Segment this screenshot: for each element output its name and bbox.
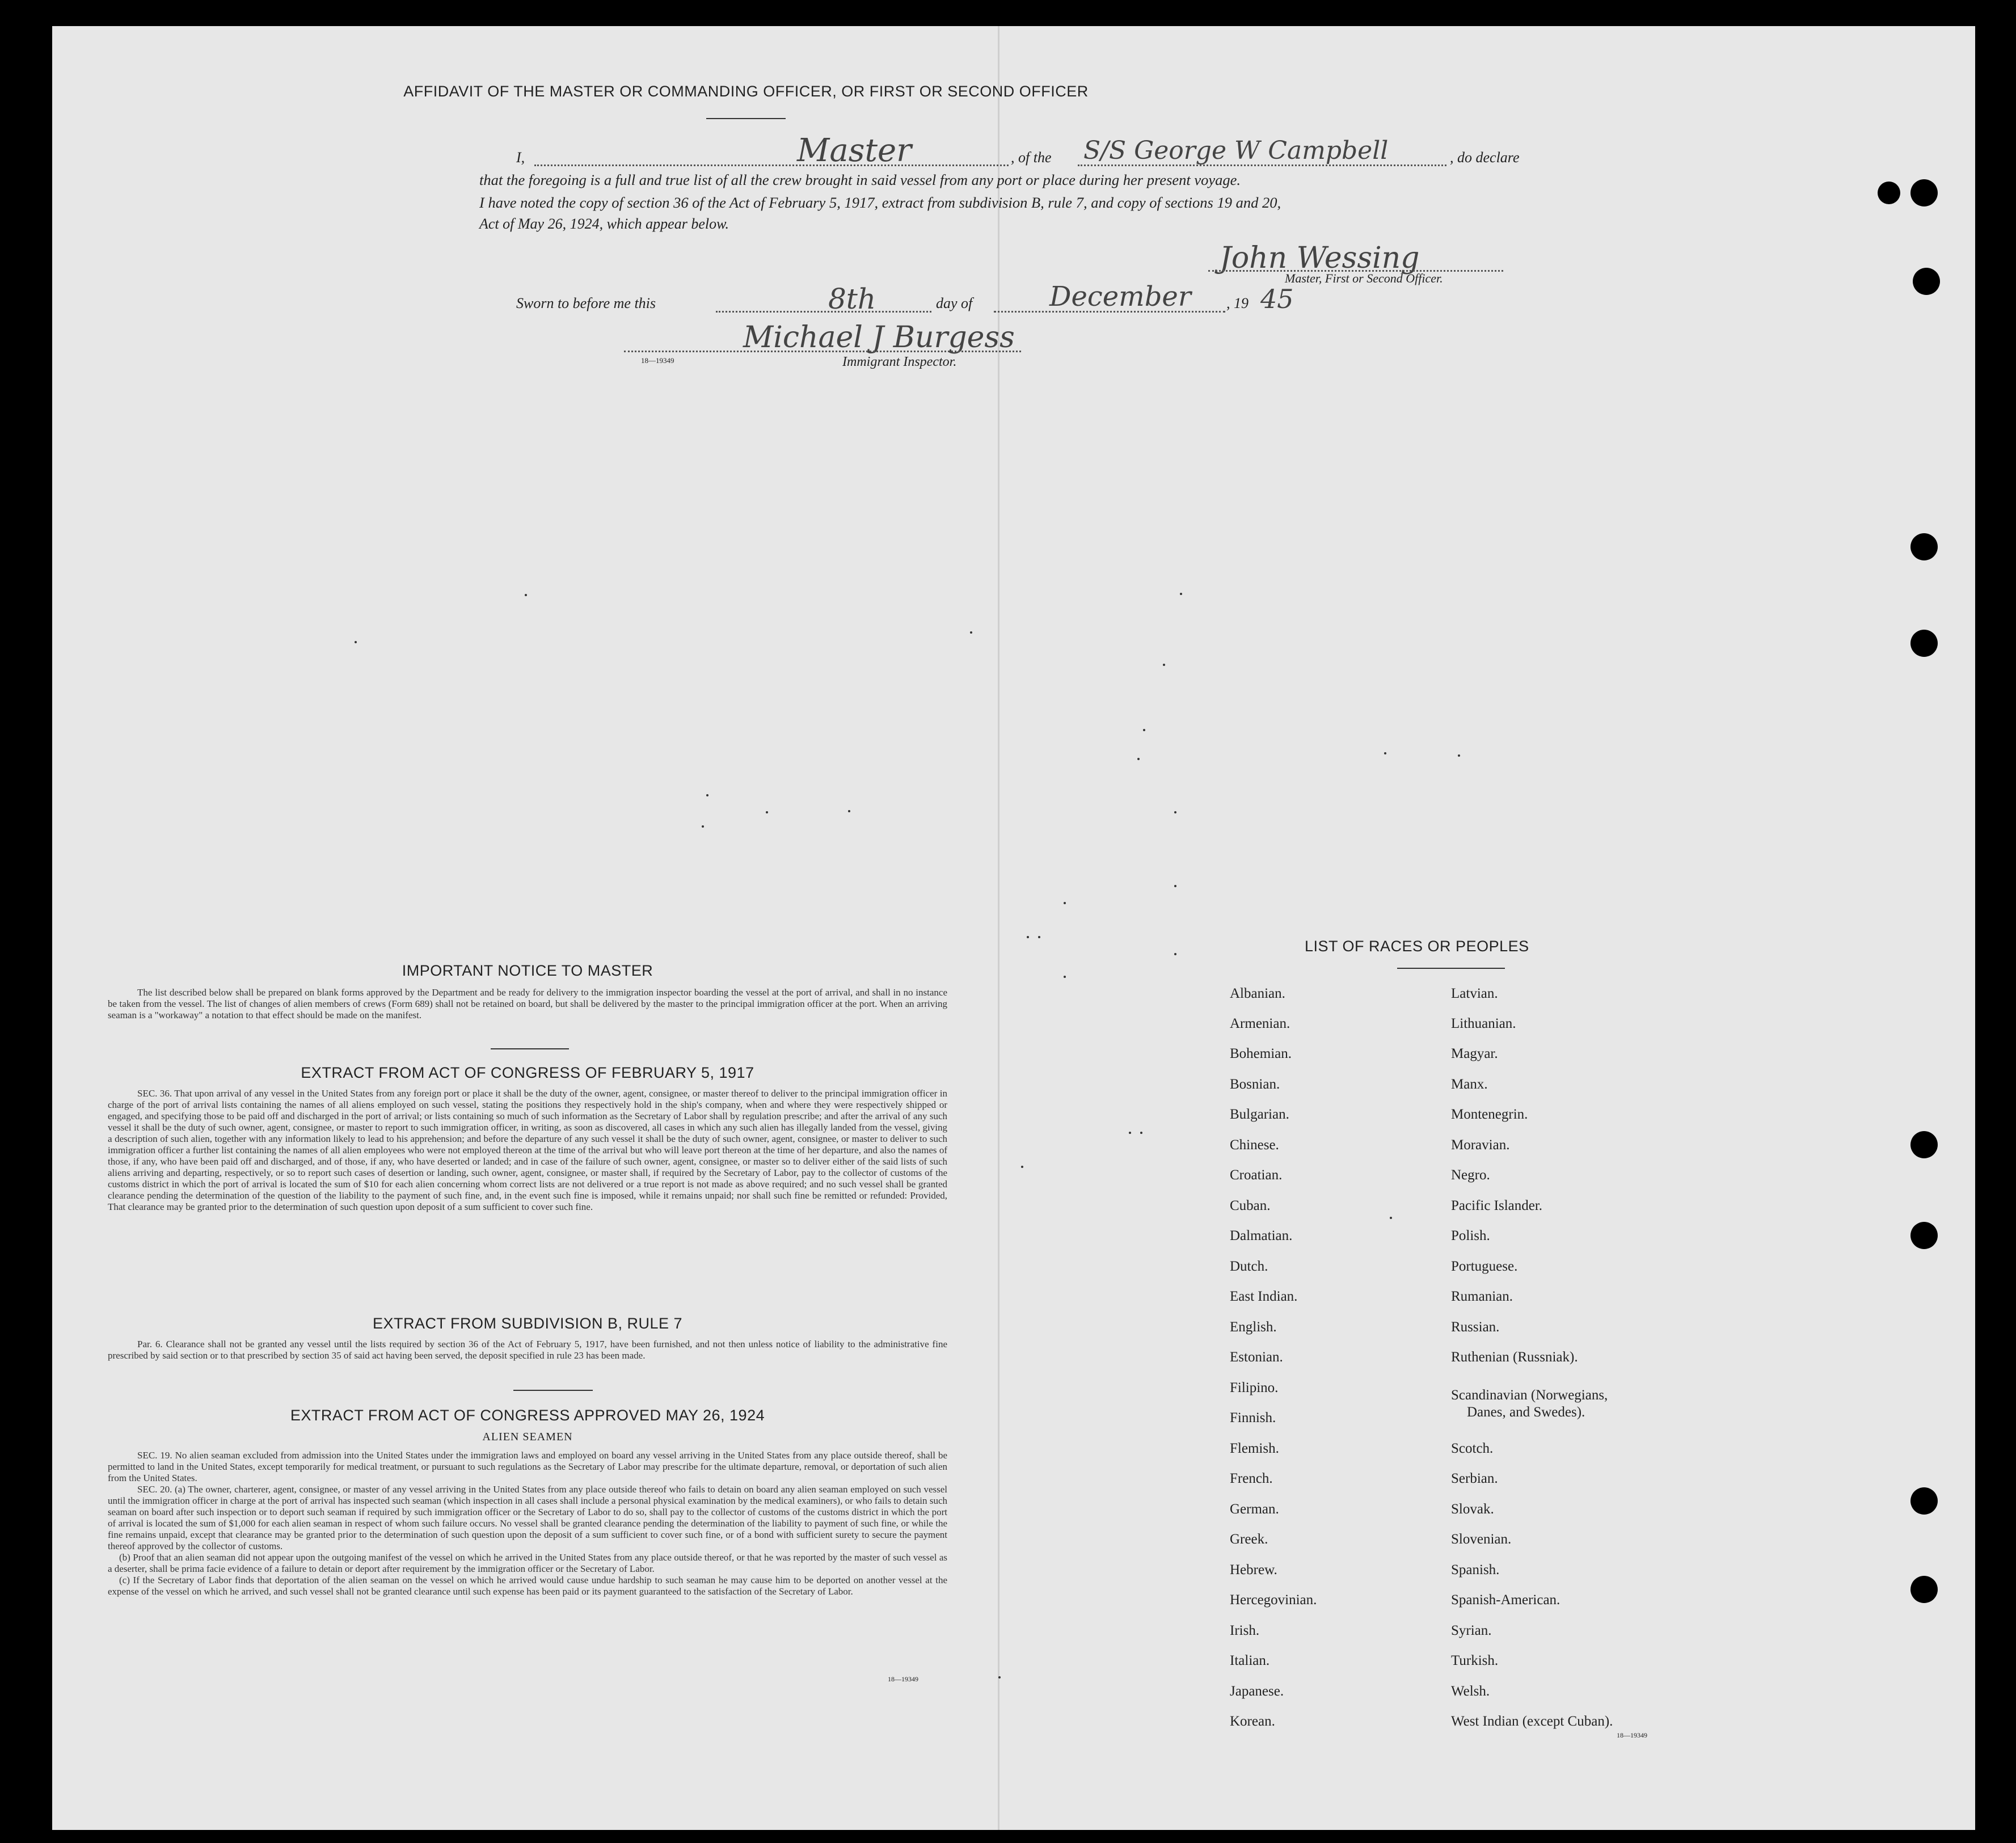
extract-rule7-heading: EXTRACT FROM SUBDIVISION B, RULE 7 [372, 1315, 683, 1332]
punch-hole [1910, 630, 1938, 657]
speck [355, 641, 357, 643]
race-right: Rumanian. [1451, 1289, 1513, 1304]
sec-20b-text: (b) Proof that an alien seaman did not appear upon the outgoing manifest of the vessel on which he arrived in the United States from any place outside thereof, or that he was reported by the master of such vessel as a deserter, shall be prima facie evidence of a failure to detain or deport after requirement by the immigration officer or the Secretary of Labor. [108, 1552, 947, 1574]
notice-text: The list described below shall be prepared on blank forms approved by the Department and be ready for delivery to the immigration inspector boarding the vessel at the port of arrival, and shall in no instance be taken from the vessel. The list of changes of alien members of crews (Form 689) shall not be retained on board, but shall be delivered by the master to the principal immigration officer at the port. When an arriving seaman is a "workaway" a notation to that effect should be made on the manifest. [108, 987, 947, 1020]
punch-hole [1878, 182, 1900, 204]
race-left: East Indian. [1230, 1289, 1298, 1304]
speck [706, 794, 708, 796]
speck [1038, 936, 1040, 938]
divider [491, 1048, 569, 1049]
race-right: Turkish. [1451, 1653, 1499, 1668]
speck [1064, 976, 1066, 978]
race-left: French. [1230, 1471, 1273, 1486]
punch-hole [1910, 179, 1938, 206]
race-right: Portuguese. [1451, 1259, 1518, 1274]
speck [1027, 936, 1029, 938]
race-left: Filipino. [1230, 1380, 1279, 1395]
speck [1163, 664, 1165, 666]
sec-19-text: SEC. 19. No alien seaman excluded from admission into the United States under the immigration laws and employed on board any vessel arriving in the United States from any place outside thereof, shall be permitted to land in the United States, except temporarily for medical treatment, or pursuant to such regulations as the Secretary of Labor may prescribe for the ultimate departure, removal, or deportation of such alien from the United States. [108, 1450, 947, 1483]
race-right: Danes, and Swedes). [1467, 1405, 1585, 1420]
year-prefix: , 19 [1226, 295, 1249, 311]
sworn-label: Sworn to before me this [516, 295, 656, 311]
extract-rule7-text: Par. 6. Clearance shall not be granted any vessel until the lists required by section 36 of the Act of February 5, 1917, have been furnished, and not then unless notice of liability to the administrative fine prescribed by said section or to that prescribed by section 35 of said act having been served, the deposit specified in rule 23 has been made. [108, 1339, 947, 1361]
race-right: Slovak. [1451, 1502, 1494, 1517]
race-left: Irish. [1230, 1623, 1260, 1638]
speck [1390, 1217, 1392, 1219]
notice-heading: IMPORTANT NOTICE TO MASTER [402, 962, 653, 979]
race-right: Montenegrin. [1451, 1107, 1528, 1122]
affidavit-line4: Act of May 26, 1924, which appear below. [479, 216, 729, 232]
sec-20a-text: SEC. 20. (a) The owner, charterer, agent, consignee, or master of any vessel arriving in the United States from any place outside thereof who fails to detain on board any alien seaman employed on such vessel until the immigration officer in charge at the port of arrival has inspected such seaman (which inspection in all cases shall include a personal physical examination by the medical examiners), or who fails to detain such seaman on board after such inspection or to deport such seaman if required by such immigration officer or the Secretary of Labor to do so, shall pay to the collector of customs of the customs district in which the port of arrival is located the sum of $1,000 for each alien seaman in respect of whom such failure occurs. No vessel shall be granted clearance pending the determination of the liability to payment of such fine, or while the fine remains unpaid, except that clearance may be granted prior to the determination of such question upon the deposit of a sum sufficient to cover such fine, or of a bond with sufficient surety to secure the payment thereof approved by the collector of customs. [108, 1484, 947, 1551]
month-handwritten: December [1049, 281, 1191, 313]
race-right: Lithuanian. [1451, 1016, 1516, 1031]
of-the-text: , of the [1011, 149, 1052, 166]
race-right: Spanish. [1451, 1562, 1500, 1578]
race-right: Serbian. [1451, 1471, 1498, 1486]
race-right: Latvian. [1451, 986, 1498, 1001]
speck [1174, 953, 1176, 955]
race-right: Pacific Islander. [1451, 1198, 1543, 1213]
speck [848, 810, 850, 812]
punch-hole [1913, 268, 1940, 295]
name-handwritten: Master [797, 132, 912, 169]
speck [1143, 729, 1145, 731]
affidavit-line3: I have noted the copy of section 36 of the Act of February 5, 1917, extract from subdivision B, rule 7, and copy of sections 19 and 20, [479, 194, 1281, 211]
speck [1137, 758, 1140, 760]
race-right: Scandinavian (Norwegians, [1451, 1387, 1608, 1403]
sec-20c-text: (c) If the Secretary of Labor finds that deportation of the alien seaman on the vessel on which he arrived would cause undue hardship to such seaman he may cause him to be deported on another vessel at the expense of the vessel on which he arrived, and such vessel shall not be granted clearance until such expense has been paid or its payment guaranteed to the satisfaction of the Secretary of Labor. [108, 1575, 947, 1597]
speck [1458, 754, 1460, 757]
punch-hole [1910, 1576, 1938, 1603]
extract-1924-subheading: ALIEN SEAMEN [482, 1431, 573, 1443]
day-line [716, 311, 931, 313]
race-right: Russian. [1451, 1319, 1500, 1335]
vessel-handwritten: S/S George W Campbell [1083, 136, 1389, 165]
punch-hole [1910, 1222, 1938, 1249]
extract-1924-body [108, 1450, 947, 1597]
speck [1064, 902, 1066, 904]
race-left: Finnish. [1230, 1410, 1276, 1426]
speck [1174, 885, 1176, 887]
speck [1140, 1132, 1142, 1134]
extract-1917-heading: EXTRACT FROM ACT OF CONGRESS OF FEBRUARY 5, 1917 [301, 1064, 754, 1081]
race-left: Dalmatian. [1230, 1228, 1293, 1243]
race-left: Italian. [1230, 1653, 1270, 1668]
speck [766, 811, 768, 813]
race-left: Greek. [1230, 1532, 1268, 1547]
race-left: Hercegovinian. [1230, 1592, 1317, 1608]
punch-hole [1910, 533, 1938, 560]
affidavit-line2: that the foregoing is a full and true list of all the crew brought in said vessel from any port or place during her present voyage. [479, 171, 1241, 188]
day-of-text: day of [936, 295, 973, 311]
affidavit-i: I, [516, 149, 525, 166]
race-right: Ruthenian (Russniak). [1451, 1349, 1578, 1365]
speck [970, 631, 972, 634]
race-left: Armenian. [1230, 1016, 1290, 1031]
speck [1021, 1166, 1023, 1168]
race-right: Welsh. [1451, 1684, 1490, 1699]
speck [702, 825, 704, 828]
race-left: Hebrew. [1230, 1562, 1277, 1578]
page-fold [998, 26, 999, 1830]
race-right: Scotch. [1451, 1441, 1494, 1456]
affidavit-title: AFFIDAVIT OF THE MASTER OR COMMANDING OFFICER, OR FIRST OR SECOND OFFICER [403, 83, 1089, 100]
speck [1384, 752, 1386, 754]
speck [1180, 593, 1182, 595]
day-handwritten: 8th [828, 282, 876, 315]
speck [1129, 1132, 1131, 1134]
name-line [534, 165, 1009, 166]
speck [1174, 811, 1176, 813]
race-left: Bulgarian. [1230, 1107, 1289, 1122]
master-caption: Master, First or Second Officer. [1285, 271, 1443, 285]
race-left: Bosnian. [1230, 1077, 1280, 1092]
race-left: Cuban. [1230, 1198, 1271, 1213]
speck [525, 594, 527, 596]
divider [513, 1390, 593, 1391]
extract-1924-form-number: 18—19349 [888, 1675, 918, 1683]
divider [706, 118, 786, 119]
divider [1397, 968, 1505, 969]
inspector-signature: Michael J Burgess [743, 320, 1015, 355]
race-left: Croatian. [1230, 1167, 1283, 1183]
race-left: Flemish. [1230, 1441, 1279, 1456]
extract-1924-heading: EXTRACT FROM ACT OF CONGRESS APPROVED MAY 26, 1924 [290, 1407, 765, 1424]
inspector-caption: Immigrant Inspector. [842, 355, 957, 369]
form-number: 18—19349 [641, 356, 674, 365]
race-right: Polish. [1451, 1228, 1490, 1243]
race-right: Manx. [1451, 1077, 1488, 1092]
race-right: Negro. [1451, 1167, 1490, 1183]
race-right: West Indian (except Cuban). [1451, 1714, 1613, 1729]
year-handwritten: 45 [1260, 284, 1294, 314]
race-left: Japanese. [1230, 1684, 1284, 1699]
master-signature: John Wessing [1220, 241, 1420, 275]
punch-hole [1910, 1131, 1938, 1158]
races-heading: LIST OF RACES OR PEOPLES [1305, 938, 1529, 955]
speck [998, 1676, 1001, 1678]
race-right: Magyar. [1451, 1046, 1498, 1061]
inspector-line [624, 351, 1021, 352]
race-left: German. [1230, 1502, 1279, 1517]
do-declare-text: , do declare [1450, 149, 1520, 166]
race-left: Estonian. [1230, 1349, 1283, 1365]
race-left: English. [1230, 1319, 1277, 1335]
race-left: Albanian. [1230, 986, 1285, 1001]
extract-1917-text: SEC. 36. That upon arrival of any vessel in the United States from any foreign port or place it shall be the duty of the owner, agent, consignee, or master thereof to deliver to the principal immigration officer in charge of the port of arrival lists containing the names of all aliens employed on such vessel, stating the positions they respectively hold in the ship's company, when and where they were respectively shipped or engaged, and specifying those to be paid off and discharged in the port of arrival; or lists containing so much of such information as the Secretary of Labor shall by regulation prescribe; and after the arrival of any such vessel it shall be the duty of such owner, agent, consignee, or master to report to such immigration officer, in writing, as soon as discovered, all cases in which any such alien has illegally landed from the vessel, giving a description of such alien, together with any information likely to lead to his apprehension; and before the departure of any such vessel it shall be the duty of such owner, agent, consignee, or master to deliver to such immigration officer a further list containing the names of all alien employees who were not employed thereon at the time of the arrival but who will leave port thereon at the time of her departure, and also the names of those, if any, who have been paid off and discharged, and of those, if any, who have deserted or landed; and in case of the failure of such owner, agent, consignee, or master so to deliver either of the said lists of such aliens arriving and departing, respectively, or so to report such cases of desertion or landing, such owner, agent, consignee, or master shall, if required by the Secretary of Labor, pay to the collector of customs of the customs district in which the port of arrival is located the sum of $10 for each alien concerning whom correct lists are not delivered or a true report is not made as above required; and no such vessel shall be granted clearance pending the determination of the question of the liability to the payment of such fine, and, in the event such fine is imposed, while it remains unpaid; nor shall such fine be remitted or refunded: Provided, That clearance may be granted prior to the determination of such question upon deposit of a sum sufficient to cover such fine. [108, 1088, 947, 1212]
race-left: Chinese. [1230, 1137, 1279, 1153]
race-right: Moravian. [1451, 1137, 1510, 1153]
race-left: Bohemian. [1230, 1046, 1292, 1061]
punch-hole [1910, 1487, 1938, 1515]
race-left: Dutch. [1230, 1259, 1268, 1274]
race-right: Slovenian. [1451, 1532, 1512, 1547]
races-form-number: 18—19349 [1617, 1731, 1647, 1739]
race-left: Korean. [1230, 1714, 1275, 1729]
race-right: Syrian. [1451, 1623, 1492, 1638]
race-right: Spanish-American. [1451, 1592, 1560, 1608]
